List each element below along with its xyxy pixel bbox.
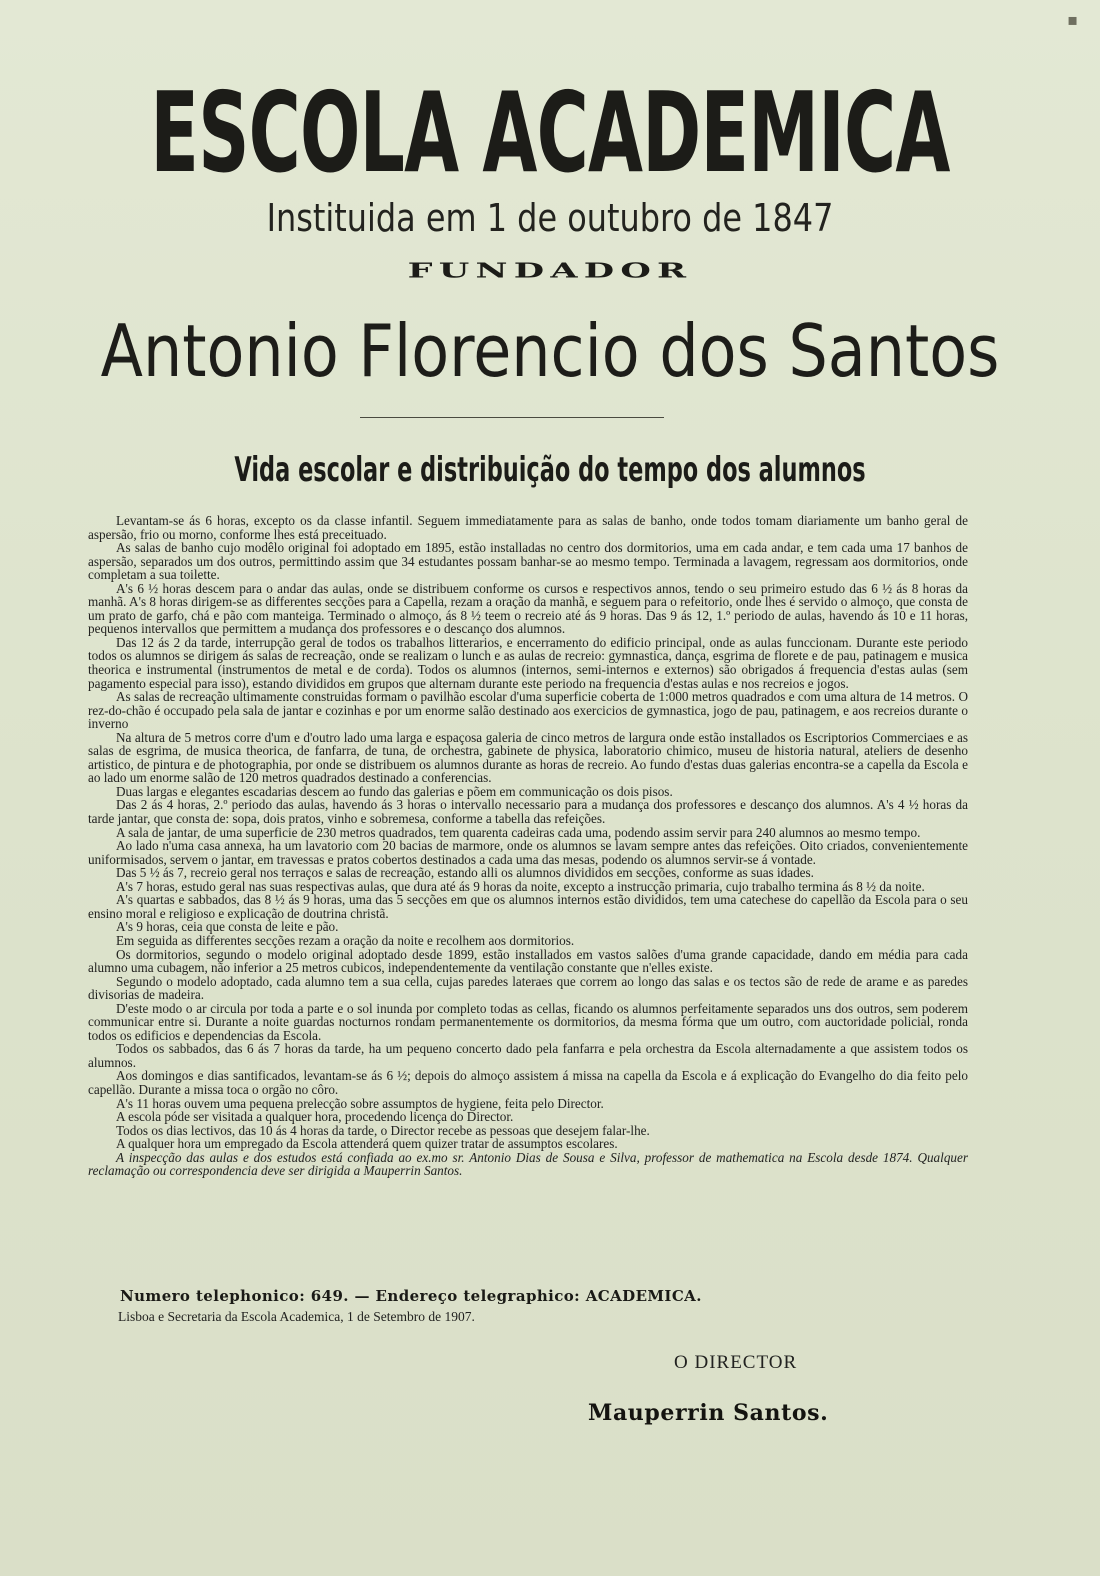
section-subtitle: Vida escolar e distribuição do tempo dos alumnos	[234, 450, 866, 490]
telephone-telegraph-line: Numero telephonico: 649. — Endereço telegraphico: ACADEMICA.	[120, 1287, 702, 1305]
paragraph-dining-room: A sala de jantar, de uma superficie de 230 metros quadrados, tem quarenta cadeiras cada uma, podendo assim servir para 240 alumnos ao mesmo tempo.	[116, 824, 921, 840]
paragraph-director-hours: Todos os dias lectivos, das 10 ás 4 horas da tarde, o Director recebe as pessoas que desejem falar-lhe.	[116, 1122, 650, 1138]
title-divider	[360, 417, 664, 418]
paragraph-ventilation: D'este modo o ar circula por toda a parte e o sol inunda por completo todas as cellas, ficando os alumnos perfeitamente separados uns dos outros, sem poderem communicar entre si. Durante a noite guardas nocturnos rondam permanentemente os dormitorios, da mesma fórma que um outro, com auctoridade policial, ronda todos os edificios e dependencias da Escola.	[88, 1000, 968, 1043]
paragraph-afternoon-classes: Das 2 ás 4 horas, 2.º periodo das aulas, havendo ás 3 horas o intervallo necessario para a mudança dos professores e descanço dos alumnos. A's 4 ½ horas da tarde jantar, que consta de: sopa, dois pratos, vinho e sobremesa, conforme a tabella das refeições.	[88, 797, 968, 827]
paragraph-wake-up: Levantam-se ás 6 horas, excepto os da classe infantil. Seguem immediatamente para as salas de banho, onde todos tomam diariamente um banho geral de aspersão, frio ou morno, conforme lhes está preceituado.	[88, 513, 968, 542]
paragraph-evening-study: A's 7 horas, estudo geral nas suas respectivas aulas, que dura até ás 9 horas da noite, excepto a instrucção primaria, cujo trabalho termina ás 8 ½ da noite.	[116, 878, 925, 894]
paragraph-gallery: Na altura de 5 metros corre d'um e d'outro lado uma larga e espaçosa galeria de cinco metros de largura onde estão installados os Escriptorios Commerciaes e as salas de esgrima, de musica theorica, de fanfarra, de tuna, de orchestra, gabinete de physica, laboratorio chimico, museu de historia natural, ateliers de desenho artistico, de pintura e de photographia, por onde se distribuem os alumnos durante as horas de recreio. Ao fundo d'estas duas galerias encontra-se a capella da Escola e ao lado um enorme salão de 120 metros quadrados destinado a conferencias.	[88, 729, 968, 786]
paragraph-morning-study: A's 6 ½ horas descem para o andar das aulas, onde se distribuem conforme os cursos e respectivos annos, tendo o seu primeiro estudo das 6 ½ ás 8 horas da manhã. A's 8 horas dirigem-se as differentes secções para a Capella, rezam a oração da manhã, e seguem para o refeitorio, onde lhes é servido o almoço, que consta de um prato de garfo, chá e pão com manteiga. Terminado o almoço, ás 8 ½ teem o recreio até ás 9 horas. Das 9 ás 12, 1.º periodo de aulas, havendo ás 10 e 11 horas, pequenos intervallos que permittem a mudança dos professores e o descanço dos alumnos.	[88, 580, 968, 637]
corner-mark: ▪	[1067, 10, 1078, 29]
director-title: O DIRECTOR	[674, 1352, 798, 1373]
paragraph-lavatory: Ao lado n'uma casa annexa, ha um lavatorio com 20 bacias de marmore, onde os alumnos se lavam sempre antes das refeições. Oito criados, convenientemente uniformisados, servem o jantar, em travessas e pratos cobertos destinados a cada uma das mesas, podendo os alumnos servir-se á vontade.	[88, 838, 968, 867]
paragraph-dormitories: Os dormitorios, segundo o modelo original adoptado desde 1899, estão installados em vastos salões d'uma grande capacidade, dando em média para cada alumno uma cubagem, não inferior a 25 metros cubicos, independentemente da ventilação constante que n'elles existe.	[88, 946, 968, 976]
paragraph-evening-recreation: Das 5 ½ ás 7, recreio geral nos terraços e salas de recreação, estando alli os alumnos divididos em secções, conforme as suas idades.	[116, 865, 814, 881]
paragraph-catechesis: A's quartas e sabbados, das 8 ½ ás 9 horas, uma das 5 secções em que os alumnos internos estão divididos, tem uma catechese do capellão da Escola para o seu ensino moral e religioso e explicação de doutrina christã.	[88, 892, 968, 921]
paragraph-bath-rooms: As salas de banho cujo modêlo original foi adoptado em 1895, estão installadas no centro dos dormitorios, uma em cada andar, e tem cada uma 17 banhos de aspersão, separados um dos outros, permittindo assim que 34 estudantes possam banhar-se ao mesmo tempo. Terminada a lavagem, regressam aos dormitorios, onde completam a sua toilette.	[88, 540, 968, 583]
paragraph-saturday-concert: Todos os sabbados, das 6 ás 7 horas da tarde, ha um pequeno concerto dado pela fanfarra e pela orchestra da Escola alternadamente a que assistem todos os alumnos.	[88, 1041, 968, 1070]
paragraph-visits: A escola póde ser visitada a qualquer hora, procedendo licença do Director.	[116, 1109, 514, 1125]
paragraph-staircases: Duas largas e elegantes escadarias descem ao fundo das galerias e põem em communicação os dois pisos.	[116, 783, 673, 799]
paragraph-night-prayer: Em seguida as differentes secções rezam a oração da noite e recolhem aos dormitorios.	[116, 932, 575, 948]
founding-date-line: Instituida em 1 de outubro de 1847	[266, 196, 834, 240]
paragraph-inspection: A inspecção das aulas e dos estudos está confiada ao ex.mo sr. Antonio Dias de Sousa e Silva, professor de mathematica na Escola desde 1874. Qualquer reclamação ou correspondencia deve ser dirigida a Mauperrin Santos.	[88, 1149, 968, 1179]
paragraph-supper: A's 9 horas, ceia que consta de leite e pão.	[116, 919, 339, 935]
date-place-line: Lisboa e Secretaria da Escola Academica, 1 de Setembro de 1907.	[118, 1309, 475, 1324]
paragraph-hygiene-lecture: A's 11 horas ouvem uma pequena prelecção sobre assumptos de hygiene, feita pelo Director.	[116, 1095, 604, 1111]
schedule-body-text	[88, 514, 968, 1178]
paragraph-sundays: Aos domingos e dias santificados, levantam-se ás 6 ½; depois do almoço assistem á missa na capella da Escola e á explicação do Evangelho do dia feito pelo capellão. Durante a missa toca o orgão no côro.	[88, 1068, 968, 1097]
fundador-label: FUNDADOR	[407, 259, 693, 283]
director-signature-name: Mauperrin Santos.	[588, 1400, 829, 1426]
school-name-heading: ESCOLA ACADEMICA	[150, 68, 950, 198]
paragraph-cells: Segundo o modelo adoptado, cada alumno tem a sua cella, cujas paredes lateraes que correm ao longo das salas e os tectos são de rede de arame e as paredes divisorias de madeira.	[88, 973, 968, 1003]
paragraph-school-employee: A qualquer hora um empregado da Escola attenderá quem quizer tratar de assumptos escolares.	[116, 1136, 618, 1152]
paragraph-recreation-pavilion: As salas de recreação ultimamente construidas formam o pavilhão escolar d'uma superficie coberta de 1:000 metros quadrados e com uma altura de 14 metros. O rez-do-chão é occupado pela sala de jantar e cozinhas e por um enorme salão destinado aos exercicios de gymnastica, jogo de pau, patinagem, e aos recreios durante o inverno	[88, 689, 968, 732]
paragraph-midday-recreation: Das 12 ás 2 da tarde, interrupção geral de todos os trabalhos litterarios, e encerramento do edificio principal, onde as aulas funccionam. Durante este periodo todos os alumnos se dirigem ás salas de recreação, onde se realizam o lunch e as aulas de recreio: gymnastica, dança, esgrima de florete e de pau, patinagem e musica theorica e instrumental (instrumentos de metal e de corda). Todos os alumnos (internos, semi-internos e externos) são obrigados á frequencia d'estas aulas (sem pagamento especial para isso), estando divididos em grupos que alternam durante este periodo na frequencia d'estas aulas e nos recreios e jogos.	[88, 634, 968, 691]
founder-name: Antonio Florencio dos Santos	[100, 309, 1000, 393]
